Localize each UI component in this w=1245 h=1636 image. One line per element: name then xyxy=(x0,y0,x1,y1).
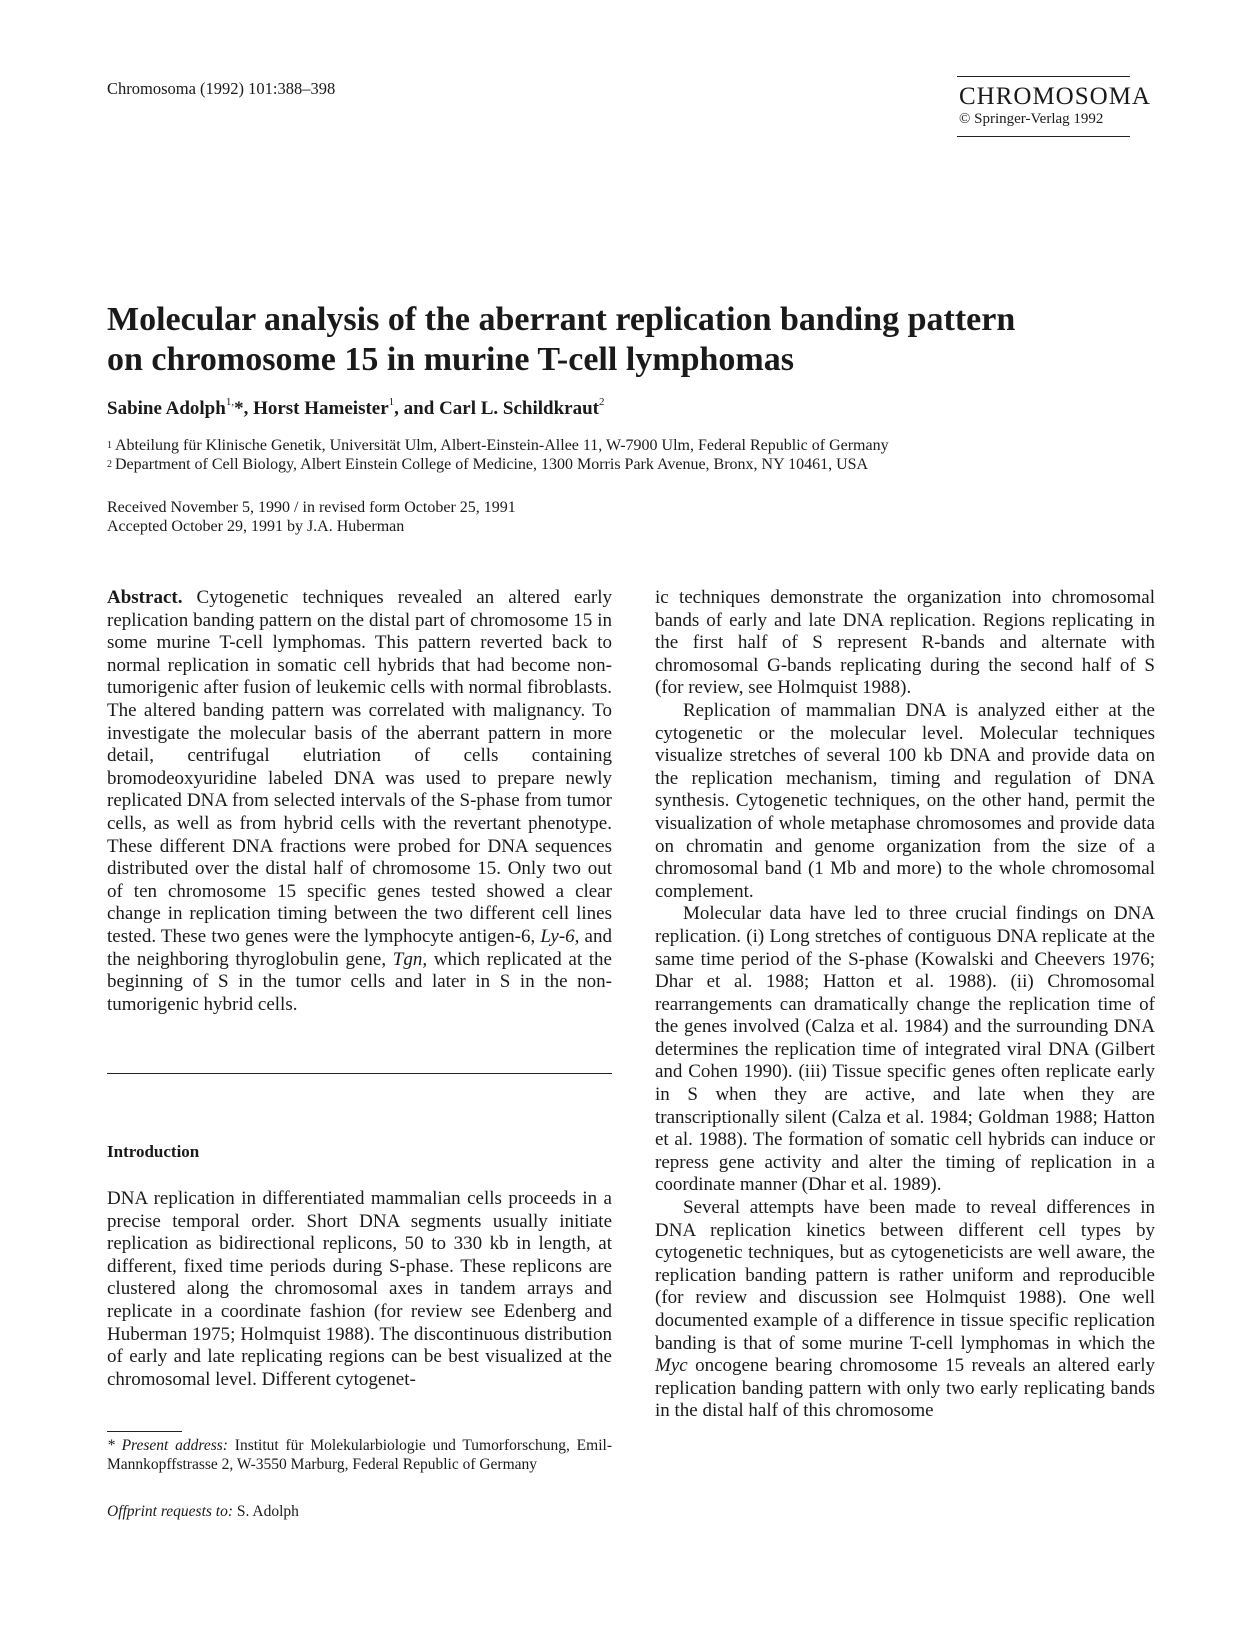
author-name: Carl L. Schildkraut xyxy=(439,398,600,419)
footnote-star: * xyxy=(234,398,244,419)
title-line-1: Molecular analysis of the aberrant replication banding pattern xyxy=(107,301,1016,338)
affiliation-text: Department of Cell Biology, Albert Einstein College of Medicine, 1300 Morris Park Avenue, Bronx, NY 10461, USA xyxy=(115,456,869,473)
received-line: Received November 5, 1990 / in revised form October 25, 1991 xyxy=(107,499,516,516)
journal-citation: Chromosoma (1992) 101:388–398 xyxy=(107,79,336,98)
affiliations xyxy=(107,436,889,474)
copyright-notice: © Springer-Verlag 1992 xyxy=(959,111,1104,127)
introduction-body xyxy=(107,1188,612,1391)
author-name: Sabine Adolph xyxy=(107,398,226,419)
abstract-divider xyxy=(107,1073,612,1074)
abstract-label: Abstract. xyxy=(107,587,183,608)
abstract xyxy=(107,587,612,1016)
paragraph xyxy=(655,1197,1155,1423)
affiliation-text: Abteilung für Klinische Genetik, Universität Ulm, Albert-Einstein-Allee 11, W-7900 Ulm, Federal Republic of Germany xyxy=(115,437,889,454)
received-dates xyxy=(107,498,516,536)
author-list xyxy=(107,398,605,420)
gene-name: Tgn, xyxy=(392,948,428,970)
offprint-label: Offprint requests to: xyxy=(107,1503,234,1520)
paragraph-text: Several attempts have been made to reveal differences in DNA replication kinetics between different cell types by cytogenetic techniques, but as cytogeneticists are well aware, the replication banding pattern is rather uniform and reproducible (for review and discussion see Holmquist 1988). One well documented example of a difference in tissue specific replication banding is that of some murine T-cell lymphomas in which the xyxy=(655,1197,1155,1354)
author-affiliation-mark: 1 xyxy=(388,396,395,408)
paragraph: Molecular data have led to three crucial findings on DNA replication. (i) Long stretches of contiguous DNA replicate at the same time period of the S-phase (Kowalski and Cheevers 1976; Dhar et al. 1988; Hatton et al. 1988). (ii) Chromosomal rearrangements can dramatically change the replication time of the genes involved (Calza et al. 1984) and the surrounding DNA determines the replication time of integrated viral DNA (Gilbert and Cohen 1990). (iii) Tissue specific genes often replicate early in S when they are active, and late when they are transcriptionally silent (Calza et al. 1984; Goldman 1988; Hatton et al. 1988). The formation of somatic cell hybrids can induce or repress gene activity and alter the timing of replication in a coordinate manner (Dhar et al. 1989). xyxy=(655,903,1155,1196)
offprint-name: S. Adolph xyxy=(233,1503,299,1520)
journal-name: CHROMOSOMA xyxy=(959,83,1151,110)
affiliation-number: 1 xyxy=(107,440,112,451)
title-line-2: on chromosome 15 in murine T-cell lymphomas xyxy=(107,341,794,378)
footnote-text: Institut für Molekularbiologie und Tumorforschung, Emil-Mannkopffstrasse 2, W-3550 Marburg, Federal Republic of Germany xyxy=(107,1437,612,1474)
paragraph-text: oncogene bearing chromosome 15 reveals an altered early replication banding pattern with only two early replicating bands in the distal half of this chromosome xyxy=(655,1355,1155,1422)
journal-masthead xyxy=(957,76,1151,137)
paragraph: Replication of mammalian DNA is analyzed either at the cytogenetic or the molecular level. Molecular techniques visualize stretches of several 100 kb DNA and provide data on the replication mechanism, timing and regulation of DNA synthesis. Cytogenetic techniques, on the other hand, permit the visualization of whole metaphase chromosomes and provide data on chromatin and genome organization from the size of a chromosomal band (1 Mb and more) to the whole chromosomal complement. xyxy=(655,699,1155,902)
article-title xyxy=(107,300,1157,380)
offprint-requests xyxy=(107,1503,299,1521)
section-heading: Introduction xyxy=(107,1142,200,1161)
author-affiliation-mark: 2 xyxy=(599,396,605,408)
affiliation-number: 2 xyxy=(107,459,112,470)
author-separator: , and xyxy=(394,398,440,419)
footnote-divider xyxy=(107,1431,182,1432)
abstract-text: Cytogenetic techniques revealed an altered early replication banding pattern on the distal part of chromosome 15 in some murine T-cell lymphomas. This pattern reverted back to normal replication in somatic cell hybrids that had become non-tumorigenic after fusion of leukemic cells with normal fibroblasts. The altered banding pattern was correlated with malignancy. To investigate the molecular basis of the aberrant pattern in more detail, centrifugal elutriation of cells containing bromodeoxyuridine labeled DNA was used to prepare newly replicated DNA from selected intervals of the S-phase from tumor cells, as well as from hybrid cells with the revertant phenotype. These different DNA fractions were probed for DNA sequences distributed over the distal half of chromosome 15. Only two out of ten chromosome 15 specific genes tested showed a clear change in replication timing between the two different cell lines tested. These two genes were the lymphocyte antigen-6, xyxy=(107,587,612,947)
body-right-column xyxy=(655,587,1155,1423)
abstract-text: which replicated at the beginning of S in the tumor cells and later in S in the non-tumorigenic hybrid cells. xyxy=(107,948,612,1015)
affiliation-1 xyxy=(107,436,889,455)
gene-name: Myc xyxy=(655,1355,688,1377)
author-affiliation-mark: 1, xyxy=(225,396,235,408)
abstract-text: and the neighboring thyroglobulin gene, xyxy=(107,925,612,970)
accepted-line: Accepted October 29, 1991 by J.A. Huberman xyxy=(107,518,405,535)
gene-name: Ly-6, xyxy=(540,925,580,947)
paragraph: ic techniques demonstrate the organization into chromosomal bands of early and late DNA replication. Regions replicating in the first half of S represent R-bands and alternate with chromosomal G-bands replicating during the second half of S (for review, see Holmquist 1988). xyxy=(655,587,1155,699)
footnote xyxy=(107,1436,612,1474)
author-name: Horst Hameister xyxy=(253,398,389,419)
paragraph: DNA replication in differentiated mammalian cells proceeds in a precise temporal order. Short DNA segments usually initiate replication as bidirectional replicons, 50 to 330 kb in length, at different, fixed time periods during S-phase. These replicons are clustered along the chromosomal axes in tandem arrays and replicate in a coordinate fashion (for review see Edenberg and Huberman 1975; Holmquist 1988). The discontinuous distribution of early and late replicating regions can be best visualized at the chromosomal level. Different cytogenet- xyxy=(107,1188,612,1390)
footnote-label: * Present address: xyxy=(107,1437,228,1454)
author-separator: , xyxy=(243,398,254,419)
affiliation-2 xyxy=(107,455,889,474)
